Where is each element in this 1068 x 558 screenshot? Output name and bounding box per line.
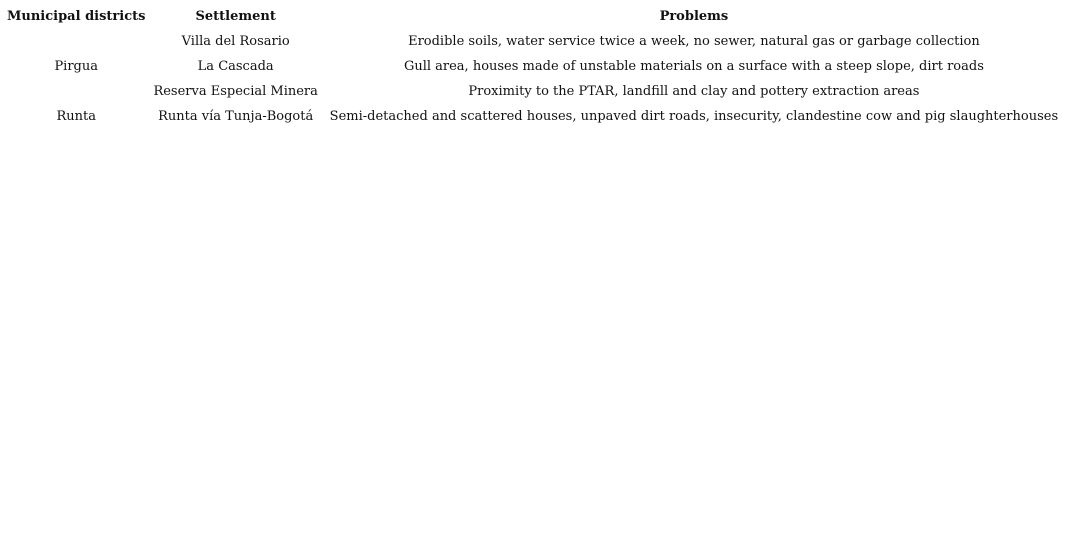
settlement-cell: Runta vía Tunja-Bogotá	[158, 109, 314, 124]
problems-table	[3, 4, 1066, 129]
district-cell: Runta	[56, 109, 96, 124]
table-row	[3, 79, 1066, 104]
settlement-cell: La Cascada	[197, 59, 274, 74]
problems-cell: Semi-detached and scattered houses, unpaved dirt roads, insecurity, clandestine cow and pig slaughterhouses	[329, 109, 1059, 124]
problems-cell: Erodible soils, water service twice a week, no sewer, natural gas or garbage collection	[408, 34, 980, 49]
district-cell	[3, 79, 149, 104]
settlement-cell: Reserva Especial Minera	[153, 84, 318, 99]
district-cell: Pirgua	[54, 59, 99, 74]
header-settlement: Settlement	[195, 9, 276, 24]
header-problems: Problems	[659, 9, 729, 24]
table-row	[3, 29, 1066, 54]
table-row	[3, 104, 1066, 129]
table-body	[3, 29, 1066, 129]
header-municipal-districts: Municipal districts	[7, 9, 146, 24]
settlement-cell: Villa del Rosario	[181, 34, 290, 49]
table-row	[3, 54, 1066, 79]
header-row	[3, 4, 1066, 29]
problems-cell: Proximity to the PTAR, landfill and clay and pottery extraction areas	[468, 84, 920, 99]
problems-cell: Gull area, houses made of unstable materials on a surface with a steep slope, dirt roads	[403, 59, 984, 74]
district-cell	[3, 29, 149, 54]
table-header	[3, 4, 1066, 29]
